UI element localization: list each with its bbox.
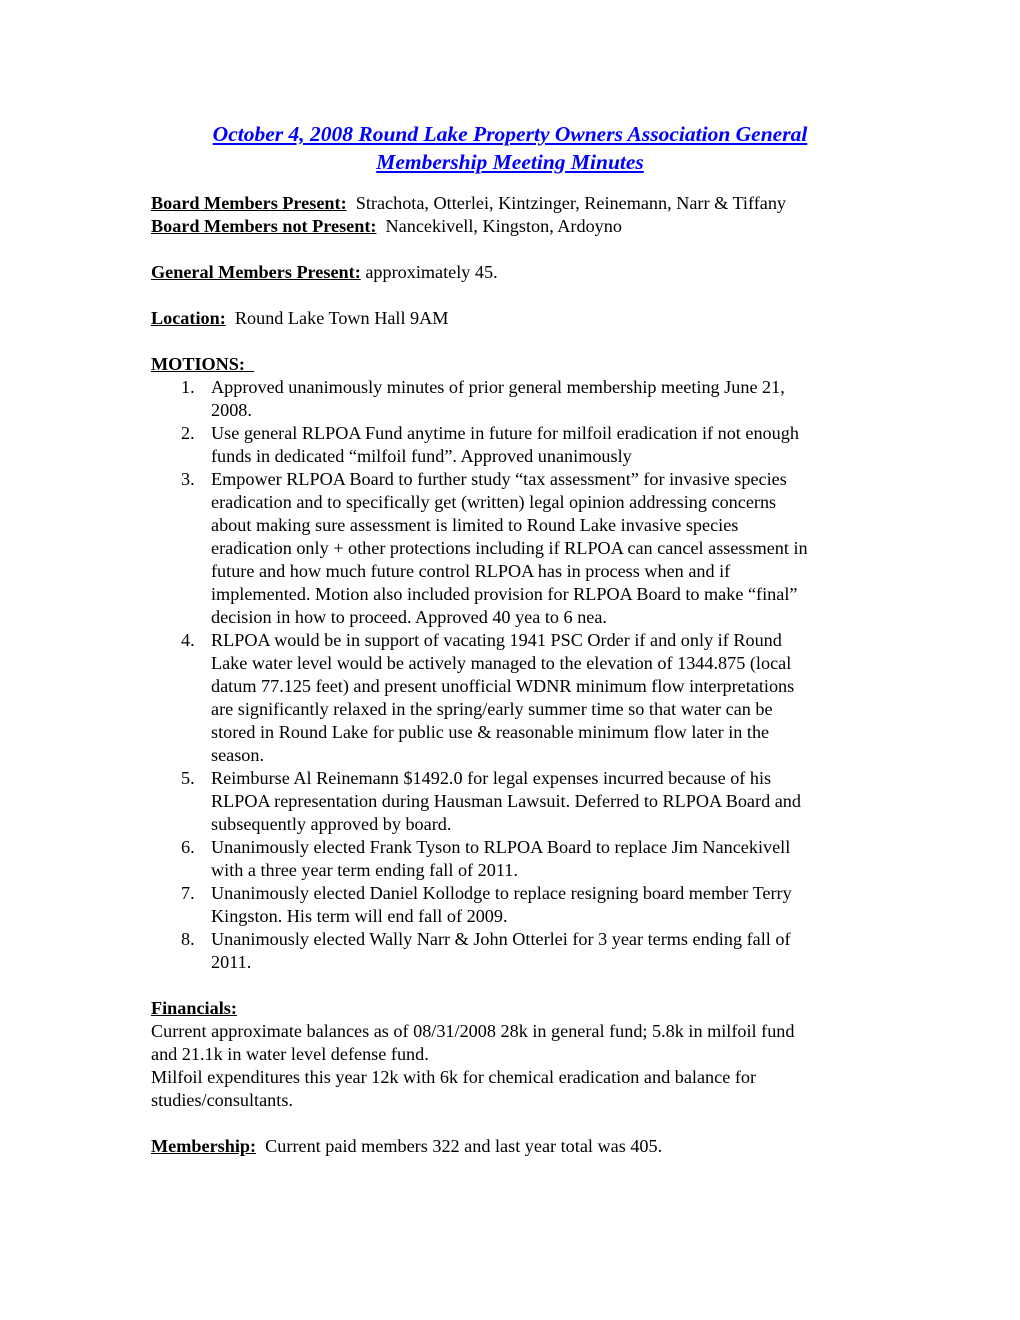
board-present-value: Strachota, Otterlei, Kintzinger, Reinemann, Narr & Tiffany (355, 193, 787, 213)
board-not-present-value: Nancekivell, Kingston, Ardoyno (385, 216, 622, 236)
motion-text-line: Unanimously elected Frank Tyson to RLPOA Board to replace Jim Nancekivell (211, 837, 791, 857)
motion-text-line: RLPOA would be in support of vacating 1941 PSC Order if and only if Round (211, 630, 782, 650)
motion-text-line: Unanimously elected Daniel Kollodge to replace resigning board member Terry (211, 883, 792, 903)
spacer (151, 974, 881, 997)
motion-text-line: 2008. (211, 400, 252, 420)
board-present-row (151, 192, 881, 215)
financials-body (151, 1020, 881, 1112)
location-label: Location: (151, 308, 226, 328)
motion-item (151, 882, 881, 928)
motions-list (151, 376, 881, 974)
motion-number: 4. (181, 630, 195, 650)
motion-text-line: Unanimously elected Wally Narr & John Otterlei for 3 year terms ending fall of (211, 929, 791, 949)
motion-text-line: Reimburse Al Reinemann $1492.0 for legal expenses incurred because of his (211, 768, 772, 788)
motion-text-line: are significantly relaxed in the spring/early summer time so that water can be (211, 699, 773, 719)
board-present-label: Board Members Present: (151, 193, 347, 213)
motion-text-line: 2011. (211, 952, 252, 972)
financials-line: studies/consultants. (151, 1090, 293, 1110)
financials-line: and 21.1k in water level defense fund. (151, 1044, 429, 1064)
motions-heading: MOTIONS: (151, 354, 245, 374)
general-members-label: General Members Present: (151, 262, 361, 282)
motion-text-line: RLPOA representation during Hausman Lawsuit. Deferred to RLPOA Board and (211, 791, 801, 811)
motion-text-line: eradication and to specifically get (written) legal opinion addressing concerns (211, 492, 777, 512)
motion-text-line: about making sure assessment is limited to Round Lake invasive species (211, 515, 739, 535)
motion-number: 5. (181, 768, 195, 788)
motion-number: 3. (181, 469, 195, 489)
motion-text-line: season. (211, 745, 265, 765)
motion-text-line: decision in how to proceed. Approved 40 yea to 6 nea. (211, 607, 607, 627)
motion-text-line: Kingston. His term will end fall of 2009. (211, 906, 508, 926)
document-title (151, 120, 869, 176)
motion-text-line: eradication only + other protections including if RLPOA can cancel assessment in (211, 538, 808, 558)
title-line: October 4, 2008 Round Lake Property Owners Association General (212, 122, 808, 146)
motion-text-line: Lake water level would be actively managed to the elevation of 1344.875 (local (211, 653, 792, 673)
title-line: Membership Meeting Minutes (376, 150, 644, 174)
motion-text-line: implemented. Motion also included provision for RLPOA Board to make “final” (211, 584, 798, 604)
motion-item (151, 422, 881, 468)
motion-text-line: funds in dedicated “milfoil fund”. Approved unanimously (211, 446, 632, 466)
spacer (151, 238, 881, 261)
motion-text-line: datum 77.125 feet) and present unofficial WDNR minimum flow interpretations (211, 676, 795, 696)
document-page (151, 120, 881, 1158)
motion-item (151, 468, 881, 629)
spacer (151, 330, 881, 353)
motion-text-line: subsequently approved by board. (211, 814, 452, 834)
location-value: Round Lake Town Hall 9AM (234, 308, 449, 328)
motions-heading-row (151, 353, 881, 376)
membership-value: Current paid members 322 and last year total was 405. (265, 1136, 663, 1156)
motion-item (151, 376, 881, 422)
financials-heading-row (151, 997, 881, 1020)
motion-item (151, 928, 881, 974)
membership-row (151, 1135, 881, 1158)
motion-text-line: Approved unanimously minutes of prior general membership meeting June 21, (211, 377, 785, 397)
motion-item (151, 629, 881, 767)
motion-text-line: stored in Round Lake for public use & reasonable minimum flow later in the (211, 722, 770, 742)
motion-item (151, 767, 881, 836)
spacer (151, 284, 881, 307)
financials-line: Milfoil expenditures this year 12k with 6k for chemical eradication and balance for (151, 1067, 757, 1087)
general-members-value: approximately 45. (365, 262, 498, 282)
motion-text-line: future and how much future control RLPOA has in process when and if (211, 561, 731, 581)
motion-item (151, 836, 881, 882)
membership-label: Membership: (151, 1136, 257, 1156)
motion-number: 2. (181, 423, 195, 443)
motion-number: 8. (181, 929, 195, 949)
motion-text-line: with a three year term ending fall of 2011. (211, 860, 518, 880)
financials-line: Current approximate balances as of 08/31/2008 28k in general fund; 5.8k in milfoil fund (151, 1021, 795, 1041)
general-members-row (151, 261, 881, 284)
motion-number: 1. (181, 377, 195, 397)
board-not-present-label: Board Members not Present: (151, 216, 377, 236)
location-row (151, 307, 881, 330)
spacer (151, 1112, 881, 1135)
financials-heading: Financials: (151, 998, 237, 1018)
motion-text-line: Empower RLPOA Board to further study “tax assessment” for invasive species (211, 469, 787, 489)
motion-text-line: Use general RLPOA Fund anytime in future for milfoil eradication if not enough (211, 423, 799, 443)
board-not-present-row (151, 215, 881, 238)
motion-number: 6. (181, 837, 195, 857)
motion-number: 7. (181, 883, 195, 903)
